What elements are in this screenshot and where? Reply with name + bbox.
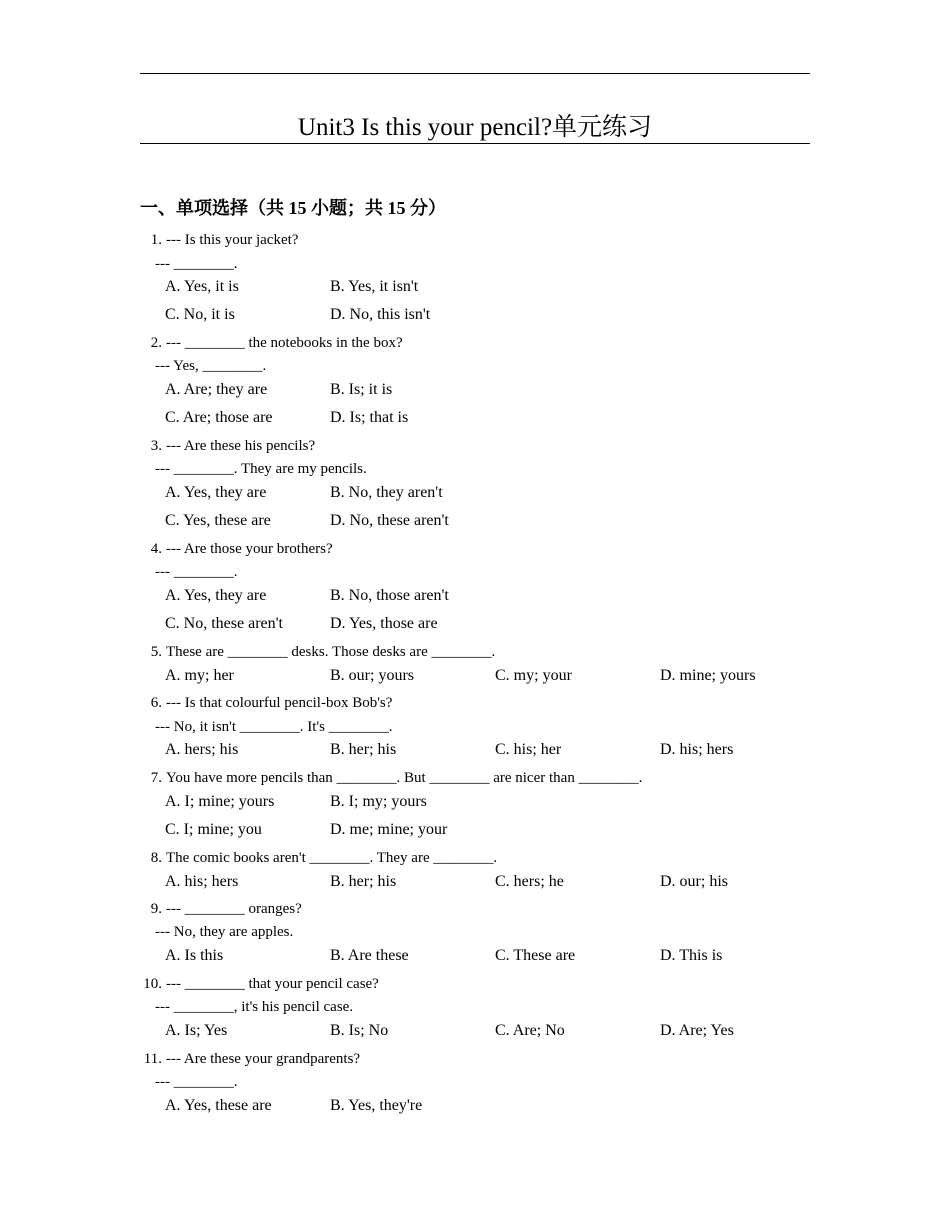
question-number: 9. <box>150 901 162 917</box>
question-3-stem: 3. --- Are these his pencils? <box>140 436 315 456</box>
question-2-option-d[interactable]: D. Is; that is <box>330 409 409 426</box>
question-10-stem: 10. --- ________ that your pencil case? <box>140 974 379 994</box>
question-7-stem: 7. You have more pencils than ________. But ________ are nicer than ________. <box>140 768 642 788</box>
question-number: 8. <box>150 850 162 866</box>
question-2-line2: --- Yes, ________. <box>155 358 267 374</box>
page-title: Unit3 Is this your pencil?单元练习 <box>297 114 653 141</box>
question-9-option-b[interactable]: B. Are these <box>330 947 409 964</box>
question-number: 4. <box>150 541 162 557</box>
top-rule <box>140 73 810 74</box>
question-4-option-a[interactable]: A. Yes, they are <box>165 587 267 604</box>
question-number: 1. <box>150 232 162 248</box>
question-5-option-a[interactable]: A. my; her <box>165 667 234 684</box>
question-7-option-c[interactable]: C. I; mine; you <box>165 821 262 838</box>
question-5-stem: 5. These are ________ desks. Those desks are ________. <box>140 642 495 662</box>
question-5-option-b[interactable]: B. our; yours <box>330 667 414 684</box>
question-number: 7. <box>150 770 162 786</box>
question-3-option-b[interactable]: B. No, they aren't <box>330 484 443 501</box>
question-number: 5. <box>150 644 162 660</box>
question-3-option-a[interactable]: A. Yes, they are <box>165 484 267 501</box>
question-9-stem: 9. --- ________ oranges? <box>140 899 302 919</box>
question-number: 11. <box>143 1051 162 1067</box>
question-6-option-c[interactable]: C. his; her <box>495 741 562 758</box>
question-10-option-d[interactable]: D. Are; Yes <box>660 1022 734 1039</box>
question-1-option-a[interactable]: A. Yes, it is <box>165 278 239 295</box>
question-6-option-b[interactable]: B. her; his <box>330 741 397 758</box>
title-underline <box>140 143 810 144</box>
question-1-line2: --- ________. <box>155 256 238 272</box>
question-6-line2: --- No, it isn't ________. It's ________. <box>155 719 393 735</box>
question-5-option-d[interactable]: D. mine; yours <box>660 667 756 684</box>
question-4-line2: --- ________. <box>155 564 238 580</box>
question-2-stem: 2. --- ________ the notebooks in the box? <box>140 333 403 353</box>
question-2-option-a[interactable]: A. Are; they are <box>165 381 268 398</box>
question-9-option-a[interactable]: A. Is this <box>165 947 224 964</box>
question-10-line2: --- ________, it's his pencil case. <box>155 999 354 1015</box>
question-3-option-d[interactable]: D. No, these aren't <box>330 512 449 529</box>
question-2-option-c[interactable]: C. Are; those are <box>165 409 273 426</box>
question-11-option-b[interactable]: B. Yes, they're <box>330 1097 423 1114</box>
question-4-option-b[interactable]: B. No, those aren't <box>330 587 449 604</box>
question-10-option-a[interactable]: A. Is; Yes <box>165 1022 228 1039</box>
question-8-option-c[interactable]: C. hers; he <box>495 873 564 890</box>
question-1-option-c[interactable]: C. No, it is <box>165 306 235 323</box>
question-9-option-d[interactable]: D. This is <box>660 947 723 964</box>
question-8-option-a[interactable]: A. his; hers <box>165 873 239 890</box>
question-6-option-d[interactable]: D. his; hers <box>660 741 734 758</box>
question-5-option-c[interactable]: C. my; your <box>495 667 572 684</box>
question-9-option-c[interactable]: C. These are <box>495 947 576 964</box>
question-7-option-d[interactable]: D. me; mine; your <box>330 821 448 838</box>
question-11-line2: --- ________. <box>155 1074 238 1090</box>
question-8-option-d[interactable]: D. our; his <box>660 873 728 890</box>
question-7-option-a[interactable]: A. I; mine; yours <box>165 793 275 810</box>
question-number: 2. <box>150 335 162 351</box>
question-3-option-c[interactable]: C. Yes, these are <box>165 512 271 529</box>
question-11-stem: 11. --- Are these your grandparents? <box>140 1049 360 1069</box>
question-4-stem: 4. --- Are those your brothers? <box>140 539 333 559</box>
question-10-option-c[interactable]: C. Are; No <box>495 1022 565 1039</box>
question-6-option-a[interactable]: A. hers; his <box>165 741 239 758</box>
question-3-line2: --- ________. They are my pencils. <box>155 461 367 477</box>
question-8-option-b[interactable]: B. her; his <box>330 873 397 890</box>
question-2-option-b[interactable]: B. Is; it is <box>330 381 393 398</box>
question-1-stem: 1. --- Is this your jacket? <box>140 230 298 250</box>
question-9-line2: --- No, they are apples. <box>155 924 294 940</box>
question-number: 3. <box>150 438 162 454</box>
section-heading: 一、单项选择（共 15 小题；共 15 分） <box>140 198 446 218</box>
question-1-option-b[interactable]: B. Yes, it isn't <box>330 278 419 295</box>
question-11-option-a[interactable]: A. Yes, these are <box>165 1097 272 1114</box>
question-8-stem: 8. The comic books aren't ________. They are ________. <box>140 848 497 868</box>
question-10-option-b[interactable]: B. Is; No <box>330 1022 389 1039</box>
question-1-option-d[interactable]: D. No, this isn't <box>330 306 431 323</box>
question-number: 10. <box>143 976 162 992</box>
question-4-option-d[interactable]: D. Yes, those are <box>330 615 438 632</box>
question-4-option-c[interactable]: C. No, these aren't <box>165 615 283 632</box>
question-6-stem: 6. --- Is that colourful pencil-box Bob's? <box>140 693 392 713</box>
question-number: 6. <box>150 695 162 711</box>
question-7-option-b[interactable]: B. I; my; yours <box>330 793 427 810</box>
